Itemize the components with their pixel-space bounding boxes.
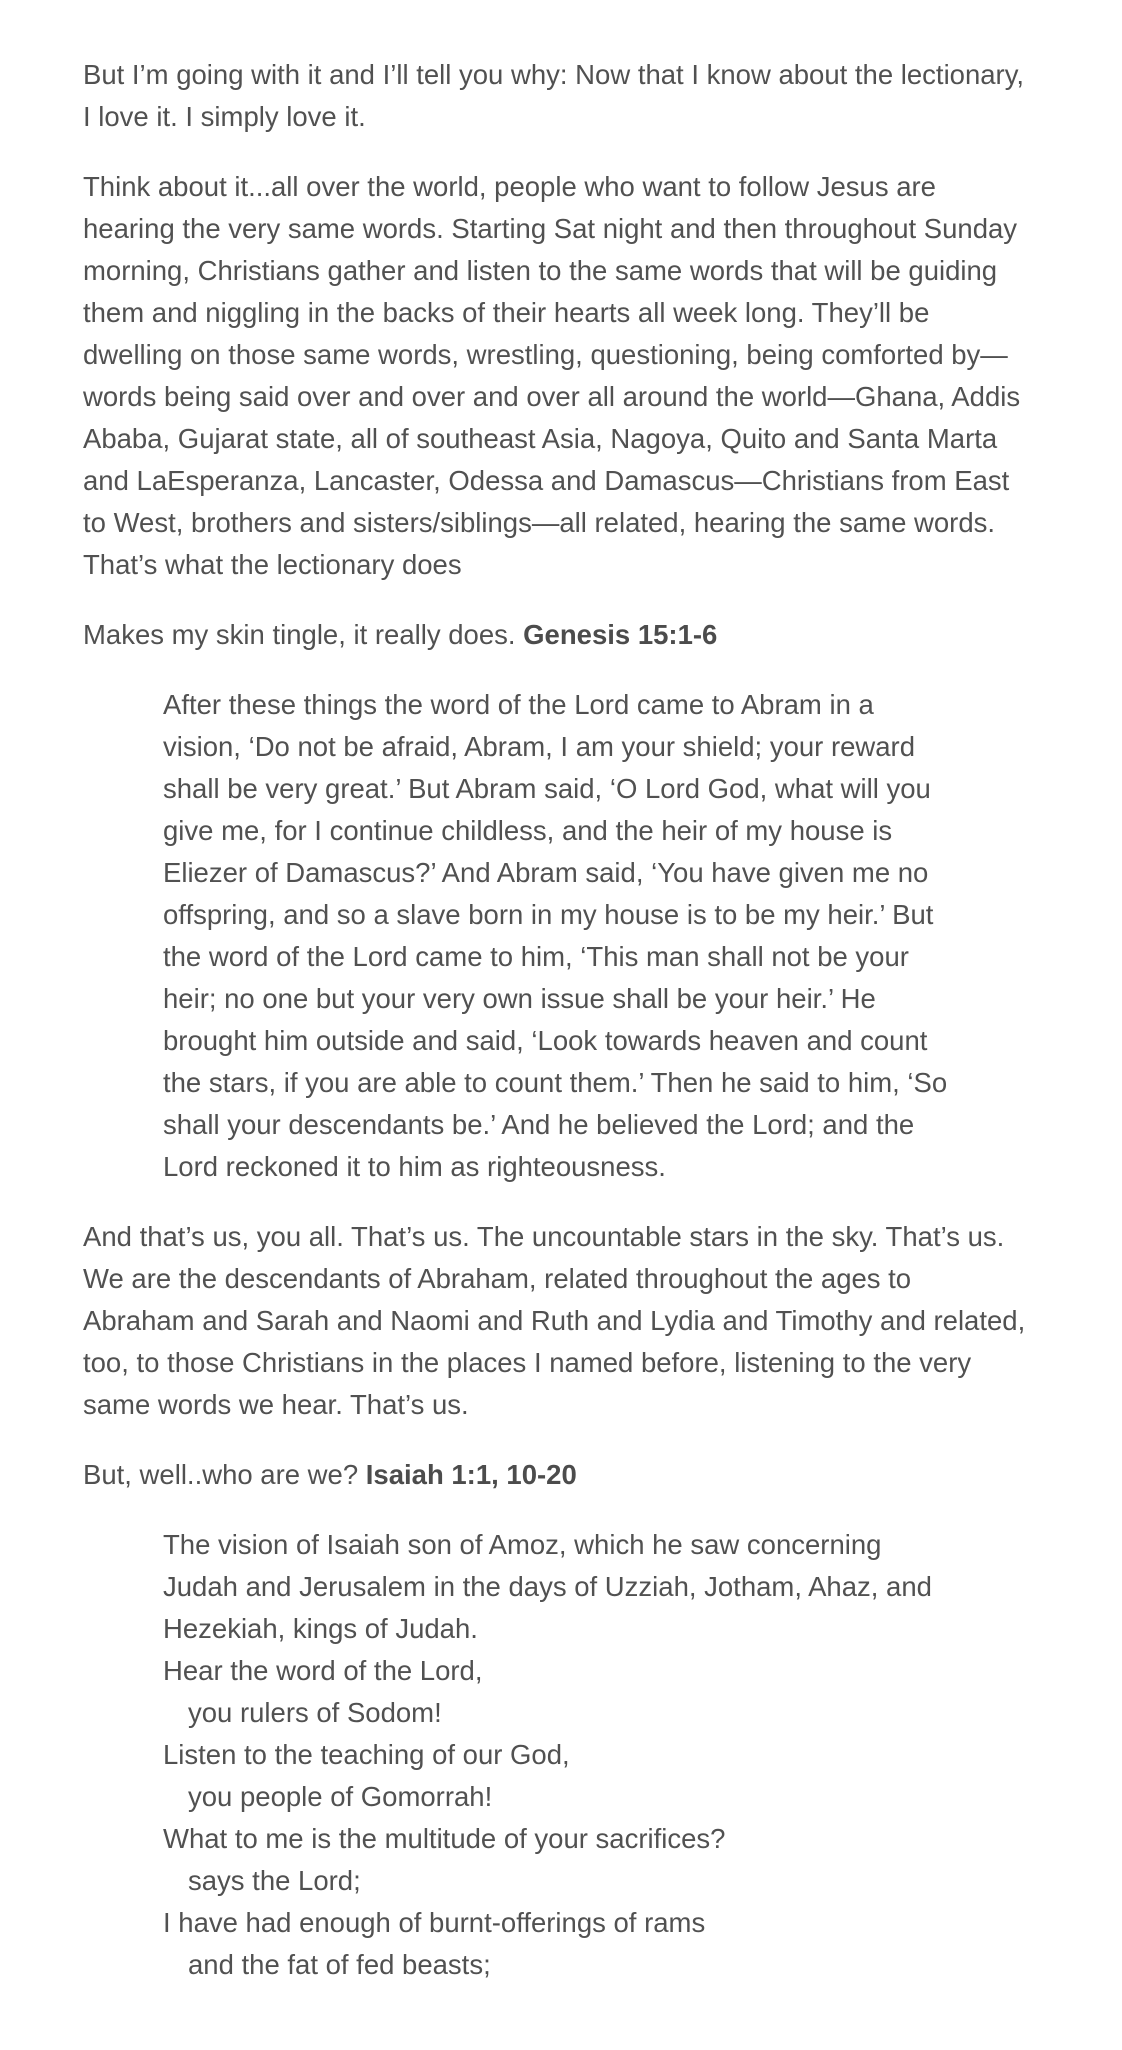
text-line: [163, 1944, 1122, 1986]
scripture-reference: Genesis 15:1-6: [523, 619, 718, 650]
scripture-reference: Isaiah 1:1, 10-20: [365, 1459, 577, 1490]
text-line: [83, 1300, 1122, 1342]
text-line: [83, 250, 1122, 292]
text-line: [163, 1524, 1122, 1566]
text-segment: I have had enough of burnt-offerings of rams: [163, 1907, 706, 1938]
text-line: [83, 1342, 1122, 1384]
text-segment: words being said over and over and over all around the world—Ghana, Addis: [83, 381, 1021, 412]
text-segment: you people of Gomorrah!: [188, 1781, 493, 1812]
text-segment: We are the descendants of Abraham, related throughout the ages to: [83, 1263, 912, 1294]
text-line: [163, 1104, 1122, 1146]
text-segment: offspring, and so a slave born in my house is to be my heir.’ But: [163, 899, 934, 930]
text-segment: Hear the word of the Lord,: [163, 1655, 483, 1686]
text-line: [83, 460, 1122, 502]
text-line: [163, 894, 1122, 936]
text-line: [83, 376, 1122, 418]
text-line: [83, 1384, 1122, 1426]
text-segment: Think about it...all over the world, people who want to follow Jesus are: [83, 171, 936, 202]
text-line: [83, 208, 1122, 250]
text-segment: morning, Christians gather and listen to the same words that will be guiding: [83, 255, 998, 286]
text-line: [163, 936, 1122, 978]
text-line: [83, 166, 1122, 208]
text-line: [163, 1734, 1122, 1776]
text-segment: But I’m going with it and I’ll tell you why: Now that I know about the lectionary,: [83, 59, 1025, 90]
text-segment: What to me is the multitude of your sacrifices?: [163, 1823, 726, 1854]
text-line: [163, 1692, 1122, 1734]
text-segment: says the Lord;: [188, 1865, 361, 1896]
text-segment: Ababa, Gujarat state, all of southeast Asia, Nagoya, Quito and Santa Marta: [83, 423, 998, 454]
scripture-blockquote: [83, 684, 1122, 1188]
text-segment: to West, brothers and sisters/siblings—all related, hearing the same words.: [83, 507, 995, 538]
text-segment: too, to those Christians in the places I named before, listening to the very: [83, 1347, 972, 1378]
text-segment: the word of the Lord came to him, ‘This man shall not be your: [163, 941, 909, 972]
text-line: [163, 684, 1122, 726]
text-segment: brought him outside and said, ‘Look towards heaven and count: [163, 1025, 928, 1056]
text-line: [83, 1216, 1122, 1258]
text-line: [83, 418, 1122, 460]
text-line: [163, 768, 1122, 810]
text-line: [83, 54, 1122, 96]
text-line: [163, 978, 1122, 1020]
text-line: [163, 1776, 1122, 1818]
text-line: [83, 1454, 1122, 1496]
text-segment: Hezekiah, kings of Judah.: [163, 1613, 478, 1644]
text-line: [163, 1818, 1122, 1860]
paragraph: [83, 614, 1122, 656]
text-line: [163, 1860, 1122, 1902]
text-line: [83, 292, 1122, 334]
text-segment: the stars, if you are able to count them.’ Then he said to him, ‘So: [163, 1067, 948, 1098]
text-segment: hearing the very same words. Starting Sat night and then throughout Sunday: [83, 213, 1018, 244]
text-line: [163, 852, 1122, 894]
text-line: [163, 1566, 1122, 1608]
text-segment: vision, ‘Do not be afraid, Abram, I am your shield; your reward: [163, 731, 916, 762]
text-segment: Eliezer of Damascus?’ And Abram said, ‘You have given me no: [163, 857, 929, 888]
text-segment: The vision of Isaiah son of Amoz, which he saw concerning: [163, 1529, 882, 1560]
text-segment: heir; no one but your very own issue shall be your heir.’ He: [163, 983, 876, 1014]
text-segment: shall your descendants be.’ And he believed the Lord; and the: [163, 1109, 915, 1140]
text-segment: same words we hear. That’s us.: [83, 1389, 469, 1420]
text-segment: After these things the word of the Lord came to Abram in a: [163, 689, 874, 720]
text-segment: dwelling on those same words, wrestling, questioning, being comforted by—: [83, 339, 1008, 370]
text-line: [163, 810, 1122, 852]
text-line: [163, 1020, 1122, 1062]
text-segment: and the fat of fed beasts;: [188, 1949, 491, 1980]
text-line: [83, 544, 1122, 586]
text-line: [163, 1650, 1122, 1692]
text-segment: and LaEsperanza, Lancaster, Odessa and Damascus—Christians from East: [83, 465, 1010, 496]
text-line: [83, 502, 1122, 544]
text-segment: give me, for I continue childless, and the heir of my house is: [163, 815, 893, 846]
text-segment: Judah and Jerusalem in the days of Uzziah, Jotham, Ahaz, and: [163, 1571, 932, 1602]
text-line: [83, 1258, 1122, 1300]
text-segment: Makes my skin tingle, it really does.: [83, 619, 524, 650]
scripture-blockquote: [83, 1524, 1122, 1986]
text-segment: And that’s us, you all. That’s us. The uncountable stars in the sky. That’s us.: [83, 1221, 1005, 1252]
text-line: [83, 96, 1122, 138]
text-line: [163, 1062, 1122, 1104]
paragraph: [83, 166, 1122, 586]
text-segment: Abraham and Sarah and Naomi and Ruth and Lydia and Timothy and related,: [83, 1305, 1026, 1336]
text-line: [83, 334, 1122, 376]
text-segment: them and niggling in the backs of their hearts all week long. They’ll be: [83, 297, 930, 328]
paragraph: [83, 1216, 1122, 1426]
paragraph: [83, 54, 1122, 138]
text-segment: Listen to the teaching of our God,: [163, 1739, 570, 1770]
paragraph: [83, 1454, 1122, 1496]
text-segment: shall be very great.’ But Abram said, ‘O Lord God, what will you: [163, 773, 931, 804]
text-line: [163, 726, 1122, 768]
text-line: [163, 1146, 1122, 1188]
text-segment: But, well..who are we?: [83, 1459, 366, 1490]
text-line: [163, 1902, 1122, 1944]
text-segment: That’s what the lectionary does: [83, 549, 462, 580]
text-segment: I love it. I simply love it.: [83, 101, 366, 132]
text-segment: you rulers of Sodom!: [188, 1697, 442, 1728]
text-line: [163, 1608, 1122, 1650]
text-segment: Lord reckoned it to him as righteousness.: [163, 1151, 666, 1182]
text-line: [83, 614, 1122, 656]
